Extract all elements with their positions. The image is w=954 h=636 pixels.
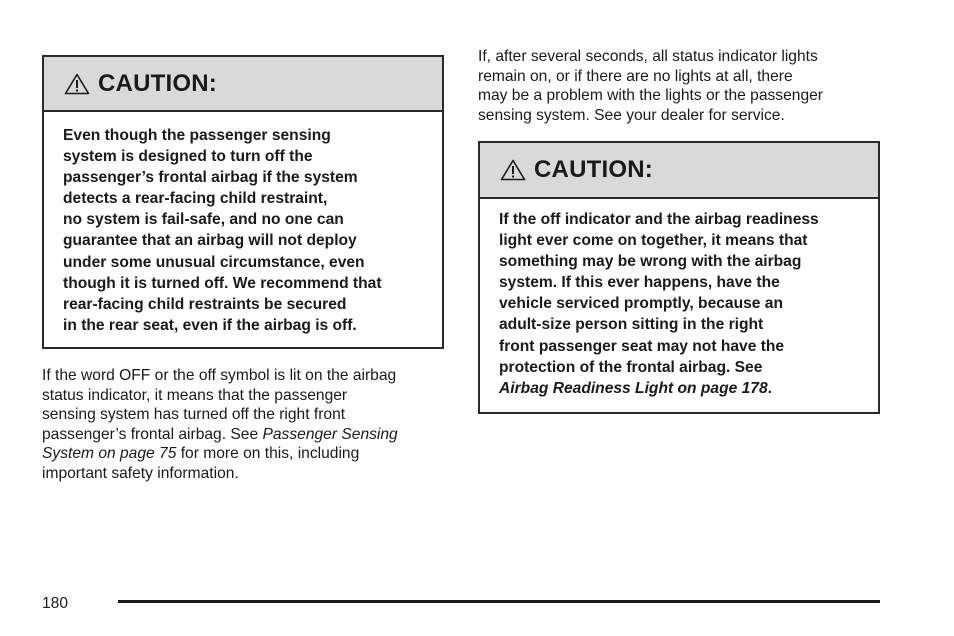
paragraph-text: for more on this, including important safety information. [42, 445, 360, 482]
caution-title: CAUTION: [98, 69, 217, 97]
page-reference-link[interactable]: Airbag Readiness Light on page 178 [499, 379, 768, 397]
caution-header [44, 57, 442, 112]
paragraph-text: If the word OFF or the off symbol is lit on the airbag status indicator, it means that the passenger sensing system has turned off the right front passenger’s frontal airbag. See [42, 367, 397, 443]
paragraph-airbag-off [42, 366, 452, 483]
footer-rule [118, 600, 880, 603]
warning-triangle-icon [64, 73, 90, 95]
caution-title: CAUTION: [534, 156, 653, 183]
page-number: 180 [42, 595, 69, 612]
caution-body [480, 199, 878, 399]
caution-box-right [478, 141, 880, 414]
caution-box-left [42, 55, 444, 349]
paragraph-lights-remain-on: If, after several seconds, all status indicator lights remain on, or if there are no lights at all, there may be a problem with the lights or the passenger sensing system. See your dealer for service. [478, 48, 823, 124]
caution-body-text: . [767, 379, 772, 397]
page-reference-link[interactable]: Passenger Sensing System on page 75 [42, 425, 398, 462]
caution-header [480, 143, 878, 199]
caution-body-text: If the off indicator and the airbag readiness light ever come on together, it means that something may be wrong with the airbag system. If this ever happens, have the vehicle serviced promptly, because an adult-size person sitting in the right front passenger seat may not have the protection of the frontal airbag. See [499, 211, 819, 376]
warning-triangle-icon [500, 159, 526, 181]
caution-body: Even though the passenger sensing system is designed to turn off the passenger’s frontal airbag if the system detects a rear-facing child restraint, no system is fail-safe, and no one can guarantee that an airbag will not deploy under some unusual circumstance, even though it is turned off. We recommend that rear-facing child restraints be secured in the rear seat, even if the airbag is off. [63, 127, 382, 334]
